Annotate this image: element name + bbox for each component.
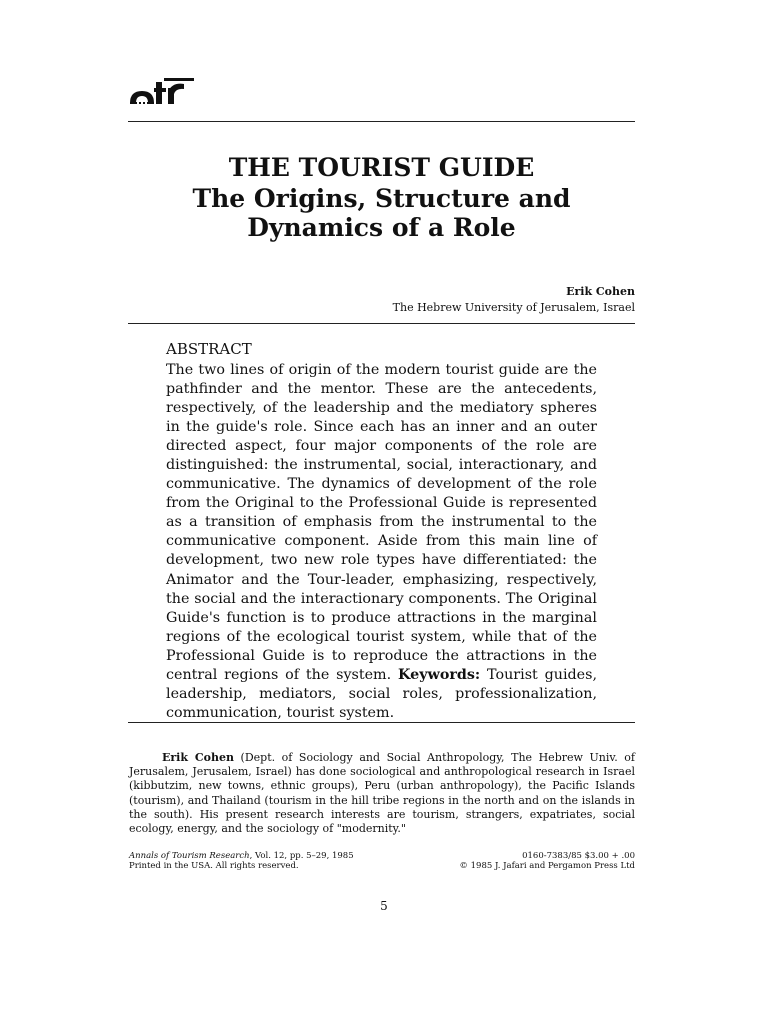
top-rule [128, 121, 635, 122]
abstract-top-rule [128, 323, 635, 324]
bio-author-name: Erik Cohen [162, 751, 234, 764]
footer-copyright [459, 851, 635, 871]
copyright-notice: © 1985 J. Jafari and Pergamon Press Ltd [459, 861, 635, 871]
abstract-bottom-rule [128, 722, 635, 723]
article-code: 0160-7383/85 $3.00 + .00 [522, 851, 635, 861]
abstract-heading: ABSTRACT [166, 340, 252, 358]
printed-notice: Printed in the USA. All rights reserved. [129, 861, 299, 871]
page-number: 5 [380, 899, 388, 913]
footer-citation [129, 851, 354, 871]
title-line-2: The Origins, Structure and [192, 184, 571, 213]
abstract-body [166, 361, 597, 723]
journal-volume: , Vol. 12, pp. 5–29, 1985 [249, 851, 354, 861]
atr-journal-logo-icon [128, 78, 198, 108]
title-line-3: Dynamics of a Role [247, 213, 516, 242]
keywords-text: Tourist guides, leadership, mediators, social roles, professionalization, communication, tourist system. [166, 666, 598, 721]
author-name: Erik Cohen [566, 285, 635, 298]
bio-text: (Dept. of Sociology and Social Anthropology, The Hebrew Univ. of Jerusalem, Jerusalem, Israel) has done sociological and anthropological research in Israel (kibbutzim, new towns, ethnic groups), Peru (urban anthropology), the Pacific Islands (tourism), and Thailand (tourism in the hill tribe regions in the north and on the islands in the south). His present research interests are tourism, strangers, expatriates, social ecology, energy, and the sociology of "modernity." [129, 751, 636, 836]
author-block [393, 284, 635, 316]
author-affiliation: The Hebrew University of Jerusalem, Israel [392, 301, 635, 314]
article-title [128, 152, 635, 242]
title-line-1: THE TOURIST GUIDE [228, 153, 535, 182]
abstract-text: The two lines of origin of the modern tourist guide are the pathfinder and the mentor. These are the antecedents, respectively, of the leadership and the mediatory spheres in the guide's role. Since each has an inner and an outer directed aspect, four major components of the role are distinguished: the instrumental, social, interactionary, and communicative. The dynamics of development of the role from the Original to the Professional Guide is represented as a transition of emphasis from the instrumental to the communicative component. Aside from this main line of development, two new role types have differentiated: the Animator and the Tour-leader, emphasizing, respectively, the social and the interactionary components. The Original Guide's function is to produce attractions in the marginal regions of the ecological tourist system, while that of the Professional Guide is to reproduce the attractions in the central regions of the system. [166, 362, 597, 683]
journal-name: Annals of Tourism Research [129, 851, 250, 861]
keywords-label: Keywords: [398, 666, 481, 683]
author-bio [129, 751, 635, 836]
